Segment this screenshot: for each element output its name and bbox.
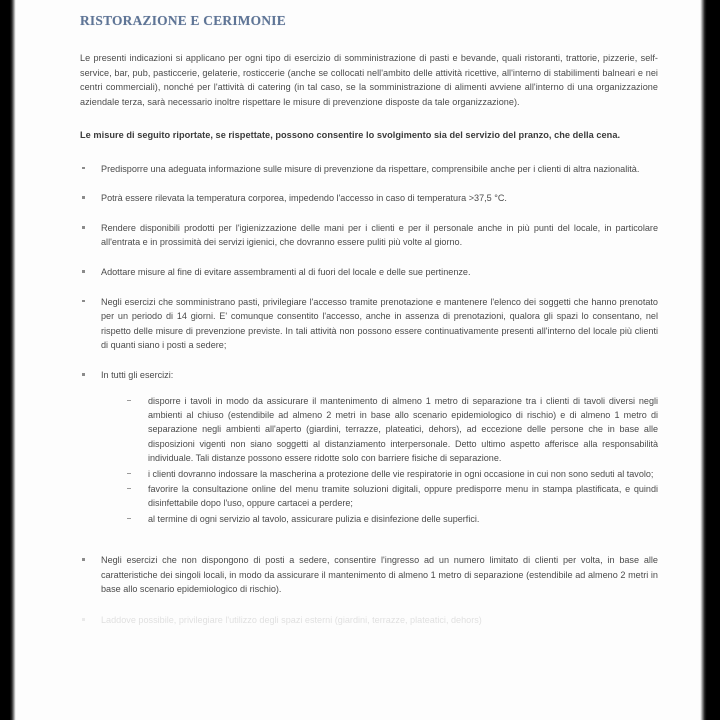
list-item-all-venues: [80, 368, 658, 526]
right-edge-artifact: [700, 0, 720, 720]
dash-marker-icon: [127, 400, 131, 401]
list-item-text: In tutti gli esercizi:: [101, 369, 174, 380]
sublist-item: [123, 394, 658, 466]
list-item: [80, 553, 658, 597]
dash-marker-icon: [127, 518, 131, 519]
all-venues-sublist: [123, 394, 658, 527]
cutoff-partial-text: Laddove possibile, privilegiare l'utilizzo degli spazi esterni (giardini, terrazze, plateatici, dehors): [101, 614, 482, 625]
list-item-text: Predisporre una adeguata informazione sulle misure di prevenzione da rispettare, comprensibile anche per i clienti di altra nazionalità.: [101, 163, 640, 174]
list-item: [80, 191, 658, 206]
bullet-marker-icon: [82, 226, 85, 229]
bullet-marker-icon: [82, 196, 85, 199]
bullet-marker-icon: [82, 618, 85, 621]
list-item: [80, 221, 658, 250]
list-item: [80, 265, 658, 280]
sublist-item-text: disporre i tavoli in modo da assicurare il mantenimento di almeno 1 metro di separazione tra i clienti di tavoli diversi negli ambienti al chiuso (estendibile ad almeno 2 metri in base allo scenario epidemiologico di rischio) e di almeno 1 metro di separazione negli ambienti all'aperto (giardini, terrazze, plateatici, dehors), ad eccezione delle persone che in base alle disposizioni vigenti non siano soggetti al distanziamento interpersonale. Detto ultimo aspetto afferisce alla responsabilità individuale. Tali distanze possono essere ridotte solo con barriere fisiche di separazione.: [148, 395, 658, 464]
document-content: [80, 0, 658, 625]
list-item-text: Rendere disponibili prodotti per l'igienizzazione delle mani per i clienti e per il personale anche in più punti del locale, in particolare all'entrata e in prossimità dei servizi igienici, che dovranno essere puliti più volte al giorno.: [101, 222, 658, 248]
sublist-item: [123, 512, 658, 526]
intro-paragraph: Le presenti indicazioni si applicano per ogni tipo di esercizio di somministrazione di pasti e bevande, quali ristoranti, trattorie, pizzerie, self-service, bar, pub, pasticcerie, gelaterie, rosticcerie (anche se collocati nell'ambito delle attività ricettive, all'interno di stabilimenti balneari e nei centri commerciali), nonché per l'attività di catering (in tal caso, se la somministrazione di alimenti avviene all'interno di una organizzazione aziendale terza, sarà necessario inoltre rispettare le misure di prevenzione disposte da tale organizzazione).: [80, 53, 658, 107]
lead-bold-paragraph: Le misure di seguito riportate, se rispettate, possono consentire lo svolgimento sia del servizio del pranzo, che della cena.: [80, 130, 621, 141]
list-item: [80, 295, 658, 353]
sublist-item: [123, 467, 658, 481]
sublist-item: [123, 482, 658, 511]
bullet-marker-icon: [82, 558, 85, 561]
list-item-text: Negli esercizi che non dispongono di posti a sedere, consentire l'ingresso ad un numero limitato di clienti per volta, in base alle caratteristiche dei singoli locali, in modo da assicurare il mantenimento di almeno 1 metro di separazione (estendibile ad almeno 2 metri in base allo scenario epidemiologico di rischio).: [101, 555, 658, 595]
list-item-text: Potrà essere rilevata la temperatura corporea, impedendo l'accesso in caso di temperatura >37,5 °C.: [101, 193, 507, 204]
page-title: RISTORAZIONE E CERIMONIE: [80, 13, 286, 28]
bullet-marker-icon: [82, 373, 85, 376]
sublist-item-text: i clienti dovranno indossare la mascherina a protezione delle vie respiratorie in ogni occasione in cui non sono seduti al tavolo;: [148, 468, 654, 479]
list-item-text: Negli esercizi che somministrano pasti, privilegiare l'accesso tramite prenotazione e mantenere l'elenco dei soggetti che hanno prenotato per un periodo di 14 giorni. E' comunque consentito l'accesso, anche in assenza di prenotazioni, qualora gli spazi lo consentano, nel rispetto delle misure di prevenzione previste. In tali attività non possono essere continuativamente presenti all'interno del locale più clienti di quanti siano i posti a sedere;: [101, 296, 658, 351]
left-edge-artifact: [0, 0, 16, 720]
bullet-marker-icon: [82, 270, 85, 273]
bullet-marker-icon: [82, 300, 85, 303]
sublist-item-text: al termine di ogni servizio al tavolo, assicurare pulizia e disinfezione delle superfici.: [148, 513, 480, 524]
list-item: [80, 162, 658, 177]
list-item-text: Adottare misure al fine di evitare assembramenti al di fuori del locale e delle sue pertinenze.: [101, 266, 471, 277]
dash-marker-icon: [127, 473, 131, 474]
sublist-wrapper: [101, 394, 658, 527]
bullet-marker-icon: [82, 167, 85, 170]
dash-marker-icon: [127, 488, 131, 489]
measures-list: [80, 162, 658, 597]
document-page: [16, 0, 700, 720]
cutoff-partial-line: [80, 613, 658, 625]
sublist-item-text: favorire la consultazione online del menu tramite soluzioni digitali, oppure predisporre menu in stampa plastificata, e quindi disinfettabile dopo l'uso, oppure cartacei a perdere;: [148, 483, 658, 509]
